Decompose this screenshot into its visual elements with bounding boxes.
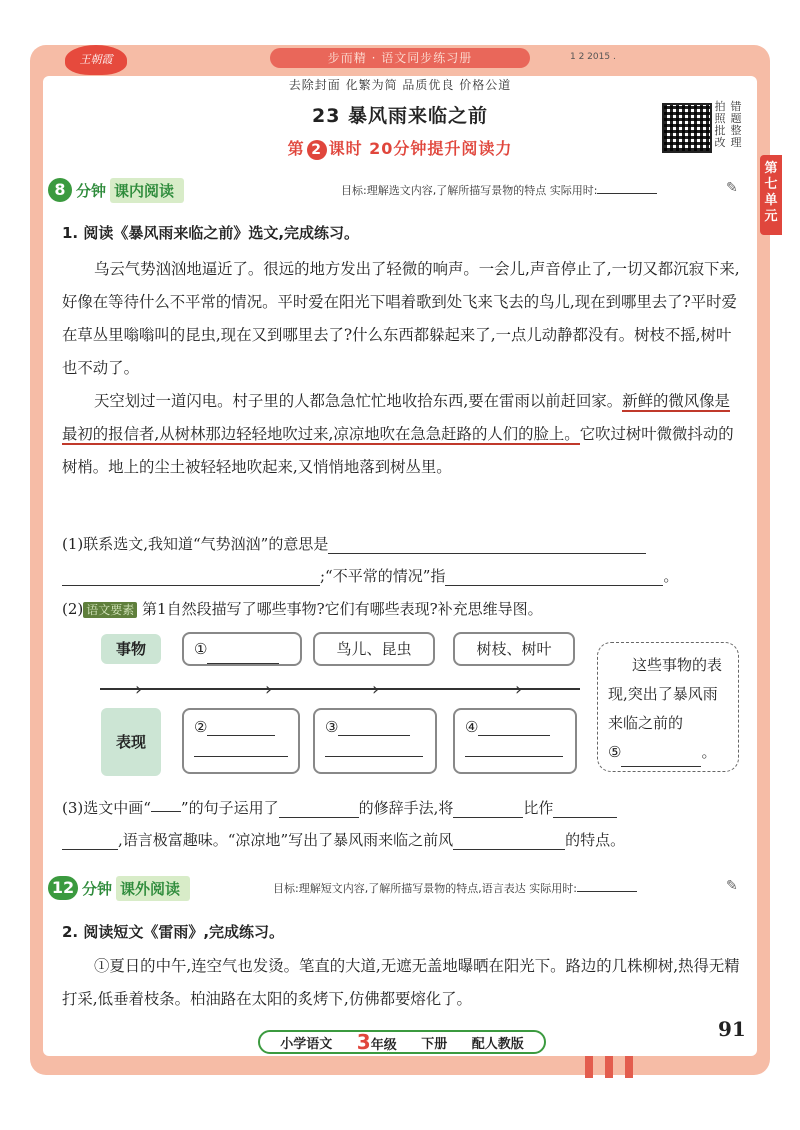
decorative-stripe (585, 1056, 593, 1078)
answer-blank[interactable] (279, 799, 359, 818)
question-2-title: 2. 阅读短文《雷雨》,完成练习。 (62, 923, 285, 941)
sub-question-1-line-2: ;“不平常的情况”指 。 (62, 565, 742, 586)
answer-blank[interactable] (621, 750, 701, 767)
passage-paragraph-1: 乌云气势汹汹地逼近了。很远的地方发出了轻微的响声。一会儿,声音停止了,一切又都沉寂下来,好像在等待什么不平常的情况。平时爱在阳光下唱着歌到处飞来飞去的鸟儿,现在到哪里去了?平时爱在草丛里嗡嗡叫的昆虫,现在又到哪里去了?什么东西都躲起来了,一点儿动静都没有。树枝不摇,树叶也不动了。 (62, 260, 740, 377)
top-note: 1 2 2015 . (570, 52, 616, 62)
answer-blank[interactable] (62, 831, 118, 850)
sub-question-3-line-1: (3)选文中画“ ”的句子运用了 的修辞手法,将 比作 (62, 797, 742, 818)
unit-tab: 第七单元 (760, 155, 782, 235)
minutes-badge: 8 (48, 178, 72, 202)
decorative-stripe (605, 1056, 613, 1078)
sub-question-2: (2) 语文要素 第1自然段描写了哪些事物?它们有哪些表现?补充思维导图。 (62, 600, 543, 618)
mind-map-thing-2: 鸟儿、昆虫 (313, 632, 435, 666)
lesson-number-badge: 2 (307, 140, 327, 160)
chevron-right-icon: › (515, 679, 523, 700)
lesson-title: 23 暴风雨来临之前 (311, 105, 489, 127)
mind-map-show-3[interactable]: ④ (453, 708, 577, 774)
mind-map-thing-1[interactable]: ① (182, 632, 302, 666)
mind-map-summary-cloud: 这些事物的表现,突出了暴风雨来临之前的 ⑤ 。 (597, 642, 739, 772)
decorative-stripe (625, 1056, 633, 1078)
answer-blank[interactable] (453, 799, 523, 818)
answer-blank[interactable] (453, 831, 565, 850)
qr-labels: 拍 错 照 题 批 整 改 理 (714, 100, 742, 149)
section-goal: 目标:理解短文内容,了解所描写景物的特点,语言表达 实际用时: (273, 880, 637, 896)
answer-blank[interactable] (553, 799, 617, 818)
short-passage-paragraph-1: ①夏日的中午,连空气也发烫。笔直的大道,无遮无盖地曝晒在阳光下。路边的几株柳树,热得无精打采,低垂着枝条。柏油路在太阳的炙烤下,仿佛都要熔化了。 (62, 957, 740, 1008)
skill-tag: 语文要素 (83, 602, 137, 618)
section-goal: 目标:理解选文内容,了解所描写景物的特点 实际用时: (341, 182, 657, 198)
pencil-icon: ✎ (726, 878, 738, 894)
passage-paragraph-2: 天空划过一道闪电。村子里的人都急急忙忙地收拾东西,要在雷雨以前赶回家。新鲜的微风像是最初的报信者,从树林那边轻轻地吹过来,凉凉地吹在急急赶路的人们的脸上。它吹过树叶微微抖动的树梢。地上的尘土被轻轻地吹起来,又悄悄地落到树丛里。 (62, 392, 734, 476)
slogan: 去除封面 化繁为简 品质优良 价格公道 (288, 78, 512, 92)
section-header-extracurricular: 12 分钟 课外阅读 目标:理解短文内容,了解所描写景物的特点,语言表达 实际用时: ✎ (48, 876, 748, 904)
chevron-right-icon: › (265, 679, 273, 700)
mind-map-show-1[interactable]: ② (182, 708, 300, 774)
publisher-logo: 王朝霞 (65, 45, 127, 75)
answer-blank[interactable] (445, 567, 663, 586)
mind-map-performance-label: 表现 (101, 708, 161, 776)
footer-badge: 小学语文 3年级 下册 配人教版 (258, 1030, 546, 1054)
mind-map-show-2[interactable]: ③ (313, 708, 437, 774)
mind-map-thing-3: 树枝、树叶 (453, 632, 575, 666)
chevron-right-icon: › (135, 679, 143, 700)
question-1-title: 1. 阅读《暴风雨来临之前》选文,完成练习。 (62, 224, 360, 242)
sub-question-1-line-1: (1)联系选文,我知道“气势汹汹”的意思是 (62, 533, 742, 554)
pencil-icon: ✎ (726, 180, 738, 196)
series-banner: 步而精 · 语文同步练习册 (270, 48, 530, 68)
mind-map-things-label: 事物 (101, 634, 161, 664)
answer-blank[interactable] (328, 535, 646, 554)
lesson-subtitle: 第 2 课时 20分钟提升阅读力 (287, 139, 513, 158)
underlined-sentence: 新鲜的微风像是最初的报信者,从树林那边轻轻地吹过来,凉凉地吹在急急赶路的人们的脸上。 (62, 392, 730, 443)
page-number: 91 (718, 1017, 746, 1041)
chevron-right-icon: › (372, 679, 380, 700)
mind-map-arrow (100, 688, 580, 690)
answer-blank[interactable] (62, 567, 320, 586)
section-header-in-class: 8 分钟 课内阅读 目标:理解选文内容,了解所描写景物的特点 实际用时: ✎ (48, 178, 748, 206)
section-name: 课外阅读 (116, 876, 190, 901)
section-name: 课内阅读 (110, 178, 184, 203)
minutes-badge: 12 (48, 876, 78, 900)
sub-question-3-line-2: ,语言极富趣味。“凉凉地”写出了暴风雨来临之前风 的特点。 (62, 829, 742, 850)
qr-code-icon[interactable] (662, 103, 712, 153)
